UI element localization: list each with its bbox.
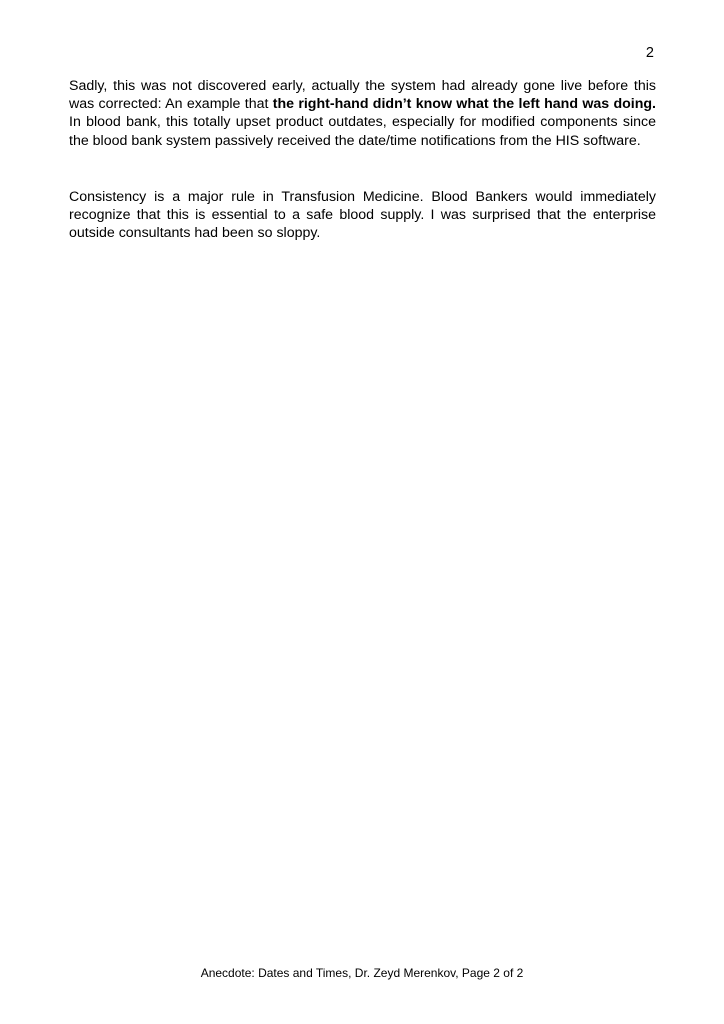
paragraph-1-text-end: In blood bank, this totally upset product outdates, especially for modified components since the blood bank system passively received the date/time notifications from the HIS software. (69, 114, 656, 149)
paragraph-1-text-start: Sadly, this was not discovered early, actually the system had already gone live before this was corrected: An example that (69, 78, 656, 113)
paragraph-2 (69, 188, 656, 243)
paragraph-2-text: Consistency is a major rule in Transfusion Medicine. Blood Bankers would immediately recognize that this is essential to a safe blood supply. I was surprised that the enterprise outside consultants had been so sloppy. (69, 189, 656, 242)
page-number: 2 (645, 45, 654, 61)
page-footer: Anecdote: Dates and Times, Dr. Zeyd Merenkov, Page 2 of 2 (200, 966, 524, 980)
paragraph-1-bold-phrase: the right-hand didn’t know what the left hand was doing. (272, 96, 656, 113)
paragraph-1 (69, 77, 656, 150)
